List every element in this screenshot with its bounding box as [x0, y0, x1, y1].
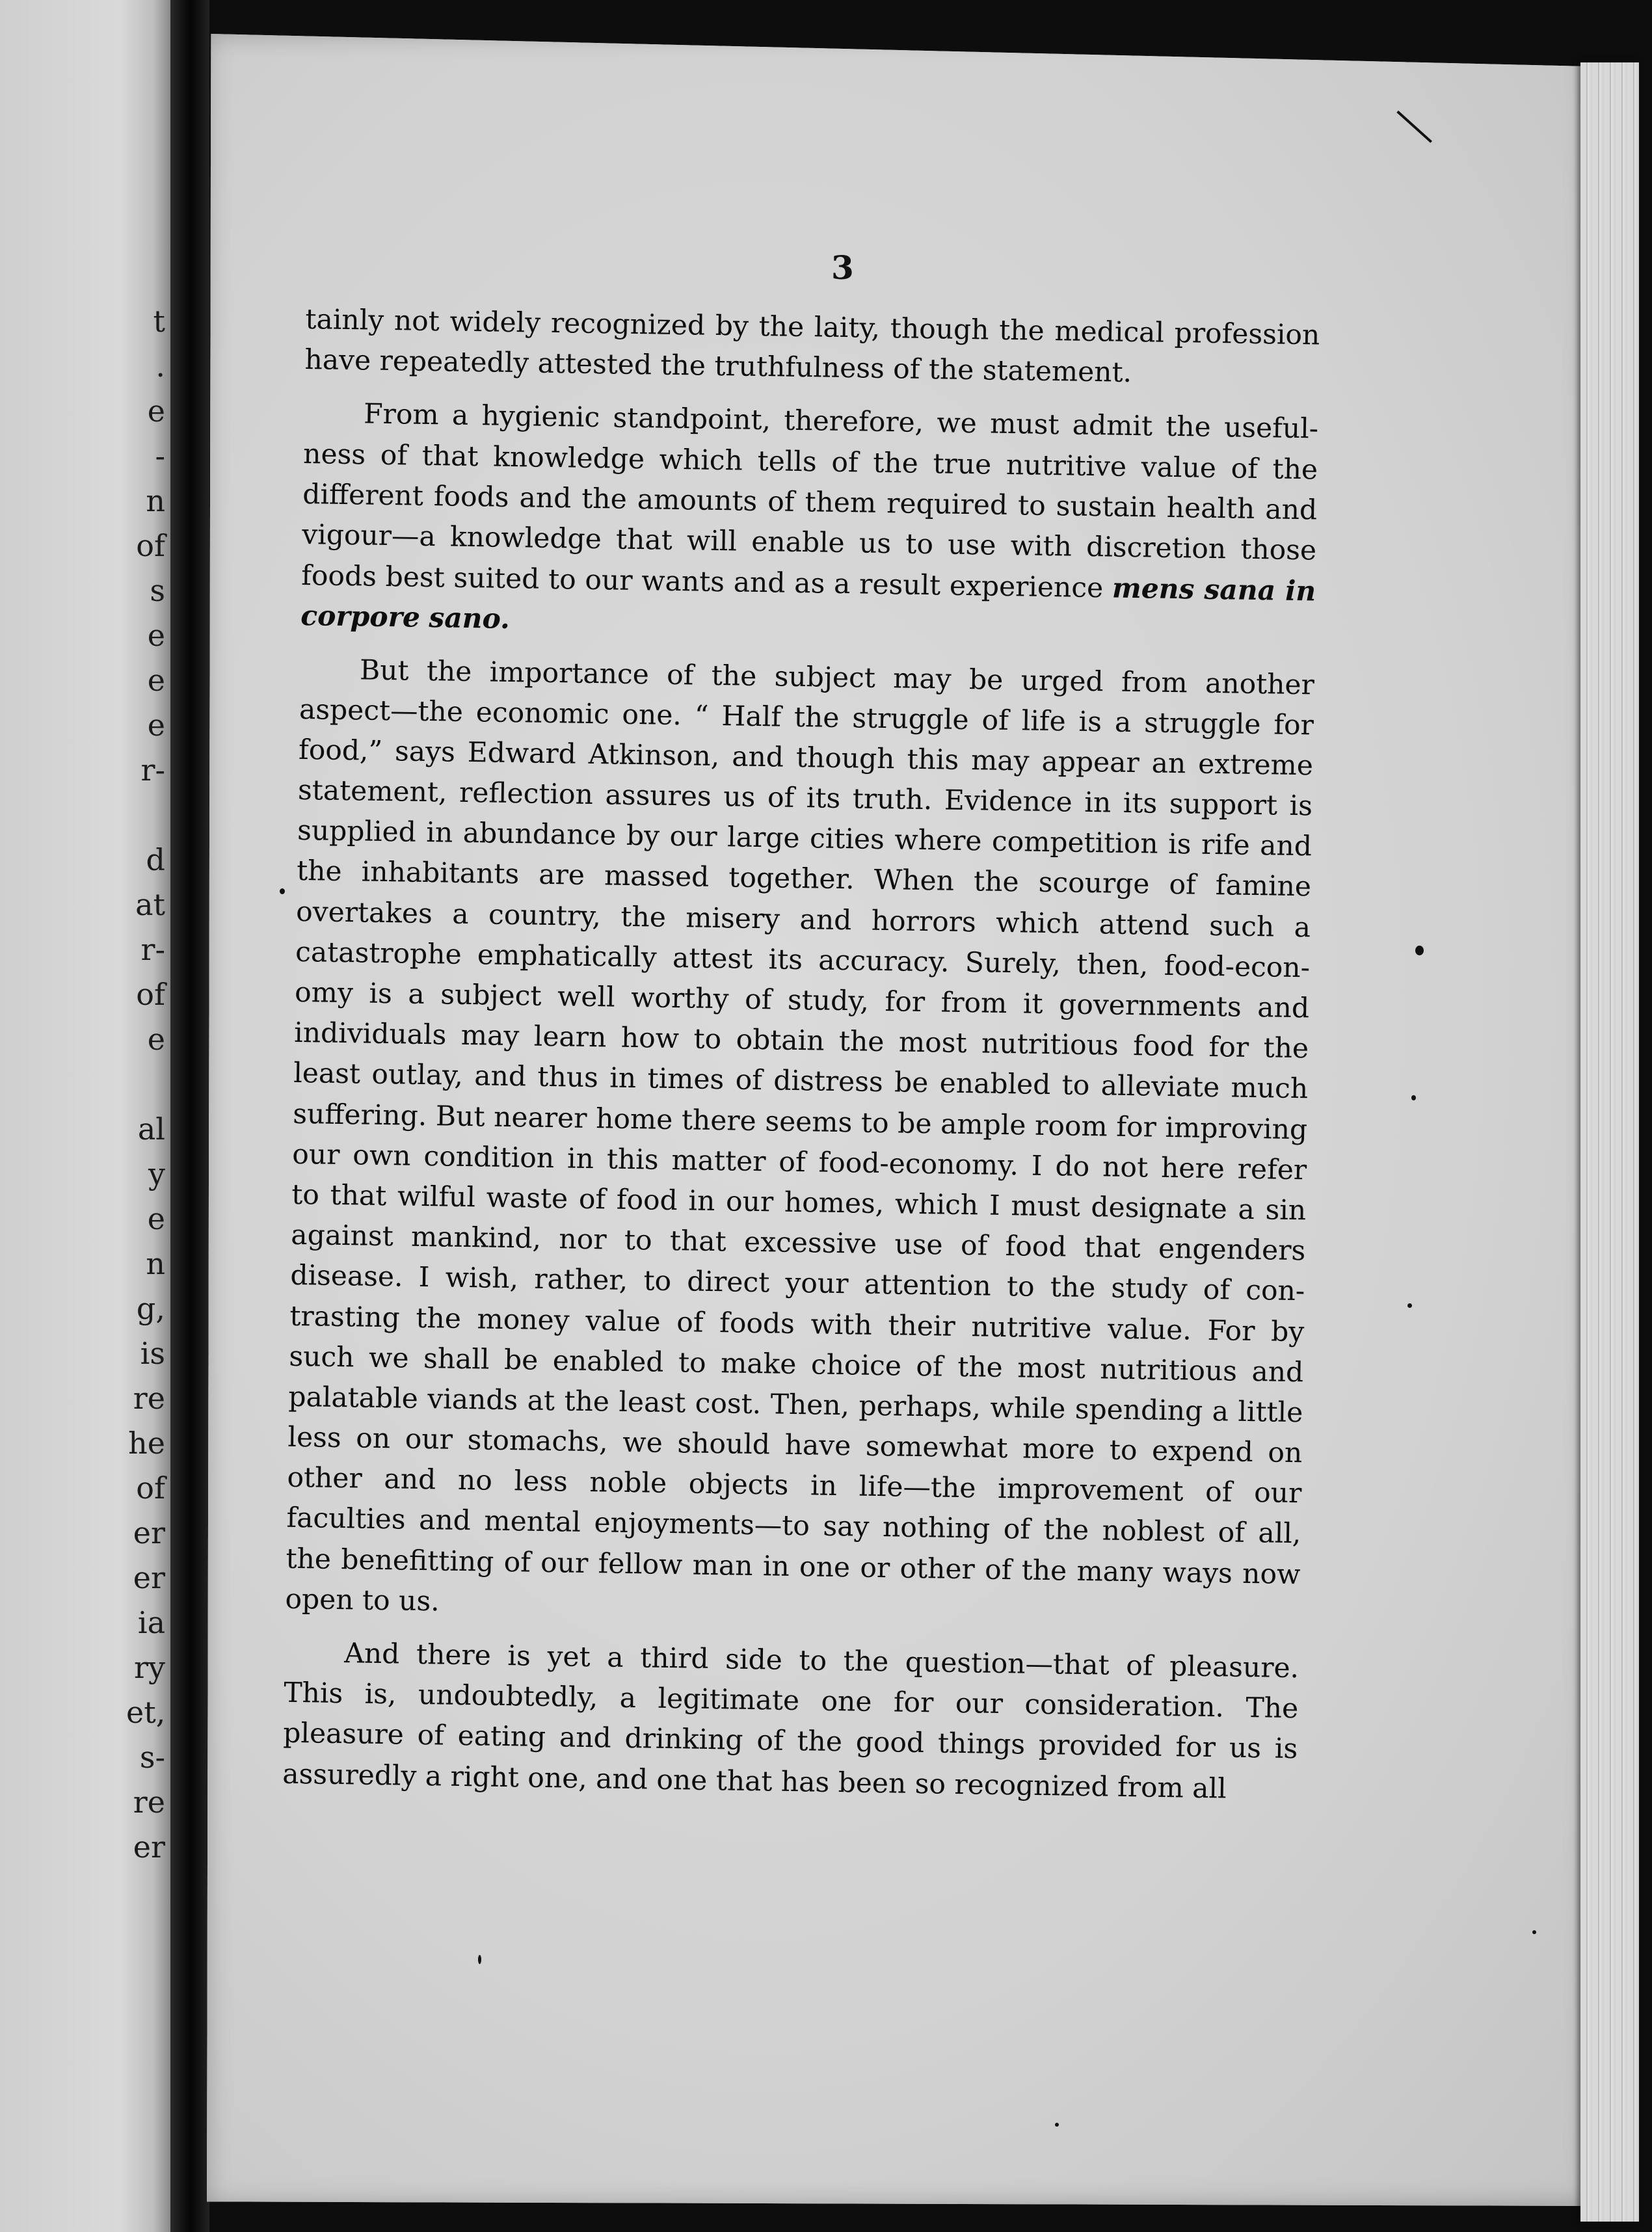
paragraph: [300, 393, 1319, 652]
left-page-fragment: ry: [134, 1650, 165, 1685]
line-text: foods best suited to our wants and as a result experience: [300, 559, 1104, 604]
left-page-fragment: e: [147, 708, 165, 743]
line-text: such we shall be enabled to make choice of the most nutritious and: [289, 1340, 1304, 1388]
left-page-fragment: [126, 793, 165, 838]
line-text: less on our stomachs, we should have somewhat more to expend on: [287, 1420, 1303, 1469]
speck: [1415, 946, 1424, 955]
left-page-fragment: of: [136, 528, 165, 563]
speck: [1055, 2123, 1059, 2127]
line-text: catastrophe emphatically attest its accuracy. Surely, then, food-econ-: [295, 935, 1311, 984]
line-text: But the importance of the subject may be urged from another: [359, 653, 1315, 700]
line-text: least outlay, and thus in times of distress be enabled to alleviate much: [293, 1057, 1309, 1105]
line-text: omy is a subject well worthy of study, for from it governments and: [294, 976, 1310, 1024]
line-text: have repeatedly attested the truthfulness of the statement.: [304, 343, 1132, 389]
left-page-fragment: t: [153, 304, 165, 339]
previous-page-edge: [0, 0, 170, 2232]
left-page-fragment: g,: [136, 1291, 165, 1326]
left-page-fragment: et,: [126, 1695, 166, 1730]
line-text: assuredly a right one, and one that has been so recognized from all: [282, 1757, 1227, 1805]
left-page-fragment: ia: [137, 1605, 165, 1640]
paragraph: [282, 1632, 1299, 1810]
left-page-fragment: e: [147, 1201, 165, 1236]
latin-phrase: sano.: [429, 601, 511, 635]
speck: [1411, 1095, 1416, 1100]
line-text: the benefitting of our fellow man in one or other of the many ways now: [286, 1542, 1301, 1590]
left-page-fragment: of: [136, 1470, 165, 1506]
left-page-fragment: er: [133, 1829, 165, 1865]
paragraph: [285, 648, 1314, 1635]
left-page-fragment: re: [133, 1381, 165, 1416]
left-page-fragment: re: [133, 1785, 165, 1820]
line-text: the inhabitants are massed together. When the scourge of famine: [296, 855, 1312, 903]
page-edges-stack: [1580, 62, 1639, 2222]
line-text: statement, reflection assures us of its truth. Evidence in its support is: [297, 773, 1313, 822]
left-page-fragment: -: [155, 438, 165, 473]
left-page-fragment: n: [146, 1246, 165, 1281]
line-text: ness of that knowledge which tells of the true nutritive value of the: [302, 437, 1318, 486]
left-page-fragment: e: [147, 618, 165, 653]
left-page-fragment: .: [155, 349, 165, 384]
line-text: food,” says Edward Atkinson, and though this may appear an extreme: [298, 733, 1314, 782]
line-text: our own condition in this matter of food-economy. I do not here refer: [291, 1137, 1307, 1186]
left-page-fragment: e: [147, 1022, 165, 1057]
speck: [478, 1955, 481, 1964]
paragraph: [304, 299, 1320, 396]
speck: [1407, 1303, 1412, 1308]
line-text: suffering. But nearer home there seems to be ample room for improving: [292, 1097, 1308, 1145]
left-page-fragment: r-: [140, 752, 165, 788]
line-text: tainly not widely recognized by the laity, though the medical profession: [305, 302, 1320, 351]
page-number: 3: [831, 248, 854, 287]
line-text: pleasure of eating and drinking of the good things provided for us is: [282, 1717, 1298, 1765]
line-text: trasting the money value of foods with their nutritive value. For by: [289, 1299, 1305, 1348]
left-page-fragment: er: [133, 1560, 165, 1595]
left-page-fragment: s: [150, 573, 165, 608]
line-text: faculties and mental enjoyments—to say nothing of the noblest of all,: [286, 1502, 1301, 1550]
left-page-fragment: he: [128, 1426, 165, 1461]
line-text: supplied in abundance by our large cities where competition is rife and: [297, 814, 1312, 862]
speck: [1532, 1930, 1536, 1934]
line-text: vigour—a knowledge that will enable us to use with discretion those: [301, 518, 1317, 566]
speck: [280, 888, 285, 894]
line-text: against mankind, nor to that excessive use of food that engenders: [291, 1218, 1306, 1267]
body-text: [282, 299, 1320, 1810]
left-page-fragment: n: [146, 483, 165, 518]
line-text: open to us.: [285, 1582, 440, 1617]
line-text: other and no less noble objects in life—the improvement of our: [287, 1461, 1302, 1509]
line-text: From a hygienic standpoint, therefore, we must admit the useful-: [363, 397, 1319, 445]
left-page-fragment: e: [147, 663, 165, 698]
latin-phrase: mens sana in: [1112, 571, 1316, 607]
left-page-fragment: d: [146, 842, 165, 877]
left-page-fragment: [126, 1062, 165, 1107]
line-text: disease. I wish, rather, to direct your attention to the study of con-: [290, 1259, 1305, 1307]
latin-phrase: corpore: [300, 599, 421, 634]
book-gutter: [170, 0, 209, 2232]
left-page-fragment: at: [135, 887, 165, 922]
line-text: palatable viands at the least cost. Then, perhaps, while spending a little: [288, 1380, 1303, 1429]
previous-page-text-fragments: [126, 299, 165, 1870]
left-page-fragment: is: [140, 1336, 165, 1371]
left-page-fragment: e: [147, 393, 165, 429]
left-page-fragment: s-: [139, 1740, 165, 1775]
line-text: This is, undoubtedly, a legitimate one for our consideration. The: [283, 1676, 1299, 1725]
left-page-fragment: of: [136, 977, 165, 1012]
left-page-fragment: y: [148, 1156, 165, 1191]
line-text: overtakes a country, the misery and horrors which attend such a: [295, 895, 1311, 944]
left-page-fragment: r-: [140, 932, 165, 967]
left-page-fragment: al: [137, 1111, 165, 1147]
line-text: different foods and the amounts of them required to sustain health and: [302, 477, 1318, 526]
line-text: aspect—the economic one. “ Half the struggle of life is a struggle for: [299, 693, 1314, 741]
line-text: individuals may learn how to obtain the most nutritious food for the: [293, 1016, 1309, 1065]
line-text: to that wilful waste of food in our homes, which I must designate a sin: [291, 1178, 1307, 1227]
line-text: And there is yet a third side to the question—that of pleasure.: [343, 1637, 1299, 1684]
left-page-fragment: er: [133, 1515, 165, 1550]
